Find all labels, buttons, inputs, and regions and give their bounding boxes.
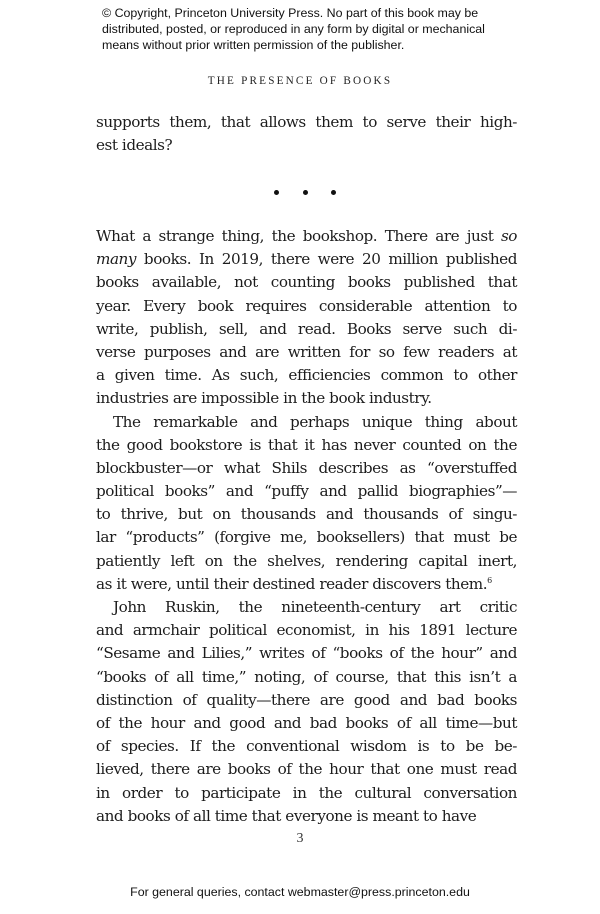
- emphasis: so: [500, 227, 517, 245]
- footer-contact: For general queries, contact webmaster@press.princeton.edu: [130, 885, 470, 899]
- text-line: political books” and “puffy and pallid biographies”—: [96, 482, 517, 501]
- footnote-marker[interactable]: 6: [487, 575, 492, 585]
- text-line: in order to participate in the cultural conversation: [96, 783, 517, 802]
- text-line: and armchair political economist, in his 1891 lecture: [96, 621, 517, 640]
- text-line: John Ruskin, the nineteenth-century art critic: [113, 598, 517, 616]
- text-line: industries are impossible in the book industry.: [96, 389, 432, 408]
- copyright-line: distributed, posted, or reproduced in any form by digital or mechanical: [102, 21, 485, 36]
- text-line: The remarkable and perhaps unique thing about: [113, 412, 517, 431]
- text-line: distinction of quality—there are good and bad books: [96, 690, 517, 709]
- text-line: “books of all time,” noting, of course, that this isn’t a: [96, 667, 517, 686]
- text-line: blockbuster—or what Shils describes as “overstuffed: [96, 458, 517, 477]
- copyright-line: © Copyright, Princeton University Press. No part of this book may be: [102, 6, 479, 20]
- text-line: the good bookstore is that it has never counted on the: [96, 435, 517, 454]
- text-line: patiently left on the shelves, rendering capital inert,: [96, 551, 517, 570]
- page-number: 3: [296, 831, 304, 846]
- copyright-notice: [102, 6, 522, 53]
- ornament-dot-icon: [274, 190, 279, 195]
- text-line: of the hour and good and bad books of all time—but: [96, 713, 517, 732]
- text-line: year. Every book requires considerable attention to: [96, 296, 517, 315]
- text-line: books available, not counting books published that: [96, 273, 517, 292]
- main-text: [96, 225, 517, 828]
- text-line: and books of all time that everyone is meant to have: [96, 806, 477, 825]
- text-line: write, publish, sell, and read. Books serve such di-: [96, 319, 517, 338]
- text-line: of species. If the conventional wisdom is to be be-: [96, 737, 517, 756]
- continuation-paragraph: [96, 111, 517, 157]
- ornament-dot-icon: [303, 190, 308, 195]
- text-line: verse purposes and are written for so few readers at: [96, 342, 517, 361]
- paragraph: [96, 411, 517, 597]
- text-line: est ideals?: [96, 136, 173, 155]
- text-line: What a strange thing, the bookshop. There are just so: [96, 227, 517, 245]
- paragraph: [96, 596, 517, 828]
- emphasis: many: [96, 250, 137, 269]
- text-line: supports them, that allows them to serve their high-: [96, 113, 517, 131]
- text-line: lar “products” (forgive me, booksellers) that must be: [96, 528, 517, 547]
- text-line: to thrive, but on thousands and thousands of singu-: [96, 505, 517, 524]
- text-line: “Sesame and Lilies,” writes of “books of the hour” and: [96, 644, 517, 663]
- ornament-dot-icon: [331, 190, 336, 195]
- section-break-ornament: [274, 186, 336, 198]
- copyright-line: means without prior written permission of the publisher.: [102, 37, 405, 52]
- text-line: a given time. As such, efficiencies common to other: [96, 366, 517, 385]
- paragraph: [96, 225, 517, 411]
- text-line: many books. In 2019, there were 20 million published: [96, 250, 517, 269]
- text-line: as it were, until their destined reader discovers them.$^6$: [96, 574, 492, 593]
- running-head: THE PRESENCE OF BOOKS: [207, 75, 393, 87]
- text-line: lieved, there are books of the hour that one must read: [96, 760, 517, 779]
